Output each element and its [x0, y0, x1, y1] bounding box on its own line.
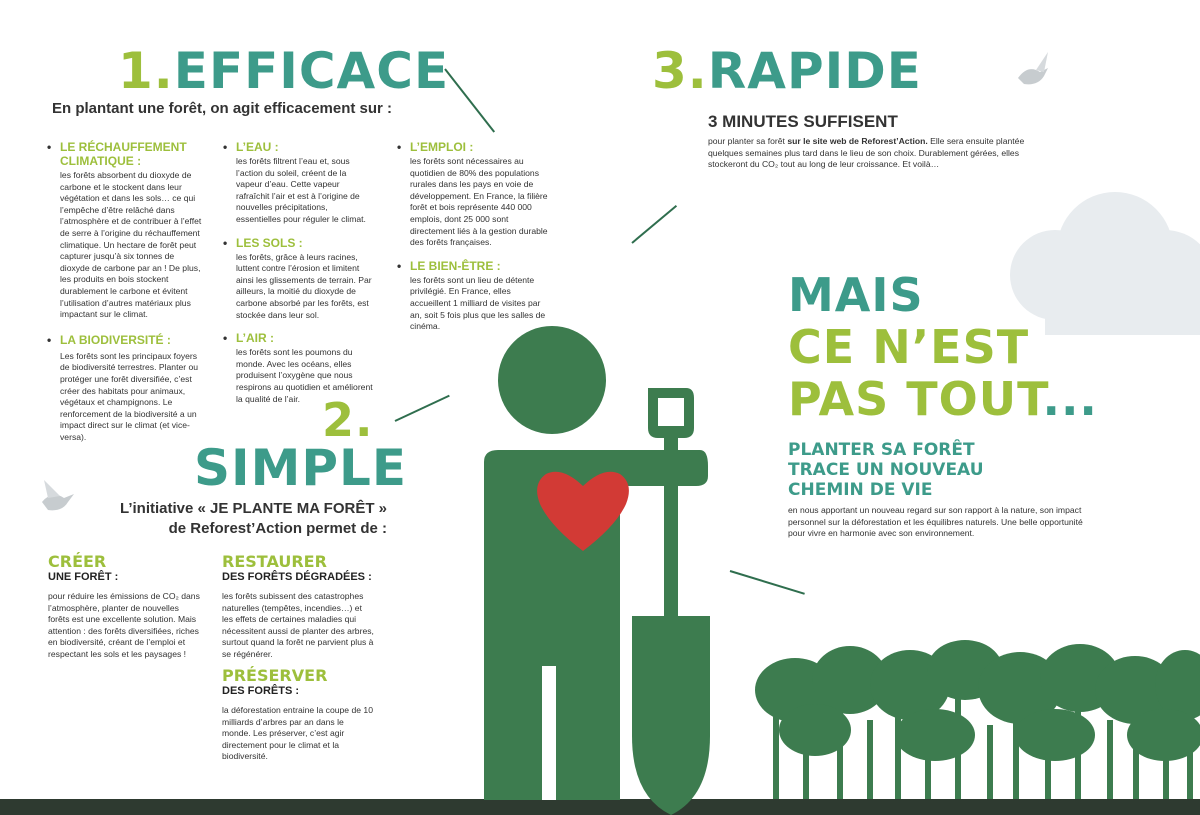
list-item-title: • L’EMPLOI : [410, 140, 550, 154]
simple-intro-line2: de Reforest’Action permet de : [168, 520, 387, 537]
simple-preserver [222, 666, 374, 763]
creer-text: pour réduire les émissions de CO₂ dans l’atmosphère, planter de nouvelles forêts est une excellente solution. Mais attention : des forêts diversifiées, riches en biodiversité, créant de l’emploi et respectant les sols et les paysages ! [48, 591, 200, 659]
preserver-subtitle: DES FORÊTS : [222, 685, 300, 697]
bird-icon [40, 478, 80, 518]
restaurer-subtitle: DES FORÊTS DÉGRADÉES : [222, 571, 372, 583]
rapide-text-bold: sur le site web de Reforest’Action. [787, 136, 928, 146]
section-title: RAPIDE [707, 42, 922, 100]
preserver-text: la déforestation entraine la coupe de 10 milliards d’arbres par an dans le monde. Les préserver, c’est agir directement pour le climat et la biodiversité. [222, 705, 373, 762]
list-item-title: • LE RÉCHAUFFEMENT CLIMATIQUE : [60, 140, 204, 168]
efficace-col-2 [236, 140, 374, 405]
section-rapide-heading [652, 42, 922, 100]
mais-text: en nous apportant un nouveau regard sur son rapport à la nature, son impact personnel sur la déforestation et les équilibres naturels. Une belle opportunité pour vivre en harmonie avec son environnement. [788, 505, 1083, 539]
preserver-title: PRÉSERVER [222, 666, 328, 685]
mais-line2: CE N’EST [788, 320, 1030, 374]
simple-restaurer [222, 552, 374, 661]
rapide-text-part: Elle sera ensuite plantée quelques semaines plus tard dans le lieu de son choix. Durablement gérées, elles stockeront du CO₂ tout au long de leur croissance. Et voilà… [708, 136, 1025, 170]
mais-line3 [788, 372, 1098, 426]
connector-line [444, 68, 495, 132]
section-number: 1. [118, 42, 174, 100]
connector-line [730, 570, 805, 595]
connector-line [395, 395, 450, 422]
list-item-title: • L’AIR : [236, 331, 374, 345]
list-item-title: • LA BIODIVERSITÉ : [60, 333, 204, 347]
list-item-title: • LE BIEN-ÊTRE : [410, 259, 550, 273]
rapide-subtitle: 3 MINUTES SUFFISENT [708, 112, 898, 131]
creer-subtitle: UNE FORÊT : [48, 571, 119, 583]
mais-subtitle-line: TRACE UN NOUVEAU [788, 460, 984, 480]
creer-title: CRÉER [48, 552, 107, 571]
rapide-text [708, 136, 1048, 171]
list-item-text: les forêts sont les poumons du monde. Avec les océans, elles produisent l’oxygène que nous respirons au quotidien et améliorent la qualité de l’air. [236, 347, 373, 404]
person-with-shovel-illustration [480, 326, 720, 815]
mais-line1: MAIS [788, 268, 924, 322]
list-item-text: Les forêts sont les principaux foyers de biodiversité terrestres. Planter ou protéger une forêt diversifiée, c’est créer des habitats pour animaux, végétaux et champignons. Le renforcement de la biodiversité a un impact direct sur le climat (et vice-versa). [60, 350, 199, 442]
efficace-intro: En plantant une forêt, on agit efficacement sur : [52, 100, 393, 117]
simple-creer [48, 552, 200, 661]
mais-line3-text: PAS TOUT [788, 372, 1043, 426]
section-title: EFFICACE [173, 42, 450, 100]
restaurer-title: RESTAURER [222, 552, 327, 571]
rapide-text-part: pour planter sa forêt [708, 136, 788, 146]
list-item-text: les forêts absorbent du dioxyde de carbone et le stockent dans leur végétation et dans les sols… ce qui l’empêche d’être relâché dans l’atmosphère et de contribuer à l’effet de serre à l’origine du réchauffement climatique. Un hectare de forêt peut capturer jusqu’à six tonnes de dioxyde de carbone par an ! De plus, les produits en bois stockent durablement le carbone et évitent l’utilisation d’autres matériaux plus impactant sur le climat. [60, 170, 202, 320]
list-item-title: • L’EAU : [236, 140, 374, 154]
mais-subtitle [788, 440, 984, 500]
section-efficace-heading [118, 42, 449, 100]
mais-subtitle-line: CHEMIN DE VIE [788, 480, 933, 500]
section-number: 2. [322, 393, 374, 447]
section-number: 3. [652, 42, 708, 100]
list-item-text: les forêts filtrent l’eau et, sous l’action du soleil, créent de la vapeur d’eau. Cette vapeur rafraîchit l’air et est à l’origine de nouvelles précipitations, essentielles pour réguler le climat. [236, 156, 366, 224]
list-item-title: • LES SOLS : [236, 236, 374, 250]
trees-illustration [755, 640, 1200, 815]
efficace-col-1 [60, 140, 204, 443]
list-item-text: les forêts, grâce à leurs racines, luttent contre l’érosion et limitent ainsi les glissements de terrain. Par ailleurs, la moitié du dioxyde de carbone absorbé par les forêts, est stockée dans leur sol. [236, 251, 372, 320]
connector-line [631, 205, 677, 244]
mais-subtitle-line: PLANTER SA FORÊT [788, 440, 975, 460]
mais-dots: ... [1042, 372, 1098, 426]
restaurer-text: les forêts subissent des catastrophes naturelles (tempêtes, incendies…) et les effets de certaines maladies qui nécessitent aussi de planter des arbres, surtout quand la forêt ne parvient plus à se régénérer. [222, 591, 374, 659]
bird-icon [1014, 48, 1054, 90]
efficace-col-3 [410, 140, 550, 333]
list-item-text: les forêts sont un lieu de détente privilégié. En France, elles accueillent 1 milliard de visites par an, soit 5 fois plus que les salles de cinéma. [410, 274, 546, 332]
cloud-illustration [1005, 180, 1200, 340]
list-item-text: les forêts sont nécessaires au quotidien de 80% des populations rurales dans les pays en voie de développement. En France, la filière forêt et bois représente 440 000 emplois, dont 25 000 sont directement liés à la gestion durable des forêts françaises. [410, 156, 548, 248]
section-title: SIMPLE [194, 439, 408, 497]
simple-intro-line1: L’initiative « JE PLANTE MA FORÊT » [120, 500, 387, 517]
